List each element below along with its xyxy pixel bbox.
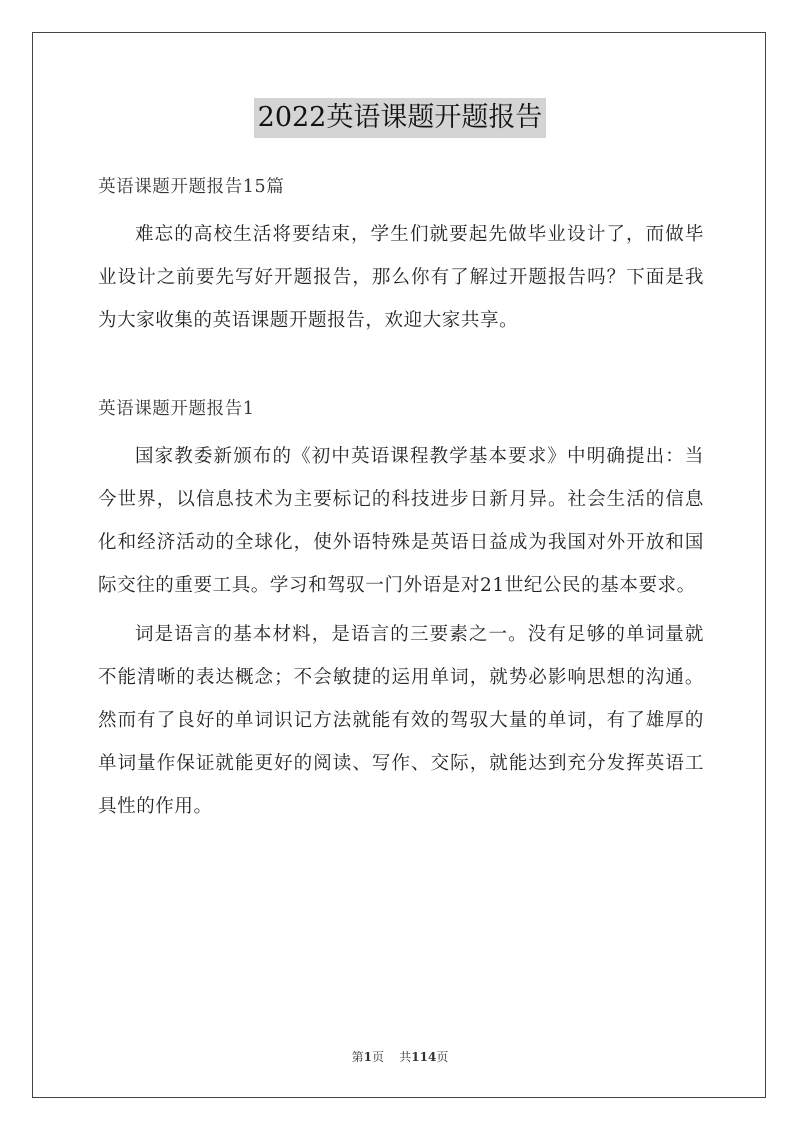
body-paragraph: 国家教委新颁布的《初中英语课程教学基本要求》中明确提出：当今世界，以信息技术为主要标记的科技进步日新月异。社会生活的信息化和经济活动的全球化，使外语特殊是英语日益成为我国对外开放和国际交往的重要工具。学习和驾驭一门外语是对21世纪公民的基本要求。	[98, 446, 704, 596]
title-wrap	[0, 98, 800, 138]
total-pages: 114	[411, 1050, 437, 1064]
page-unit: 页	[372, 1050, 385, 1064]
page-number: 1	[363, 1050, 372, 1064]
document-subtitle: 英语课题开题报告15篇	[98, 177, 285, 197]
page-footer	[0, 1048, 800, 1065]
section-heading: 英语课题开题报告1	[98, 399, 255, 419]
intro-paragraph: 难忘的高校生活将要结束，学生们就要起先做毕业设计了，而做毕业设计之前要先写好开题报告，那么你有了解过开题报告吗？下面是我为大家收集的英语课题开题报告，欢迎大家共享。	[98, 224, 704, 331]
total-unit: 页	[436, 1050, 449, 1064]
page-prefix: 第	[351, 1050, 364, 1064]
body-paragraph: 词是语言的基本材料，是语言的三要素之一。没有足够的单词量就不能清晰的表达概念；不会敏捷的运用单词，就势必影响思想的沟通。然而有了良好的单词识记方法就能有效的驾驭大量的单词，有了雄厚的单词量作保证就能更好的阅读、写作、交际，就能达到充分发挥英语工具性的作用。	[98, 624, 704, 817]
document-body	[98, 166, 704, 828]
document-title: 2022英语课题开题报告	[254, 98, 547, 138]
total-prefix: 共	[399, 1050, 412, 1064]
